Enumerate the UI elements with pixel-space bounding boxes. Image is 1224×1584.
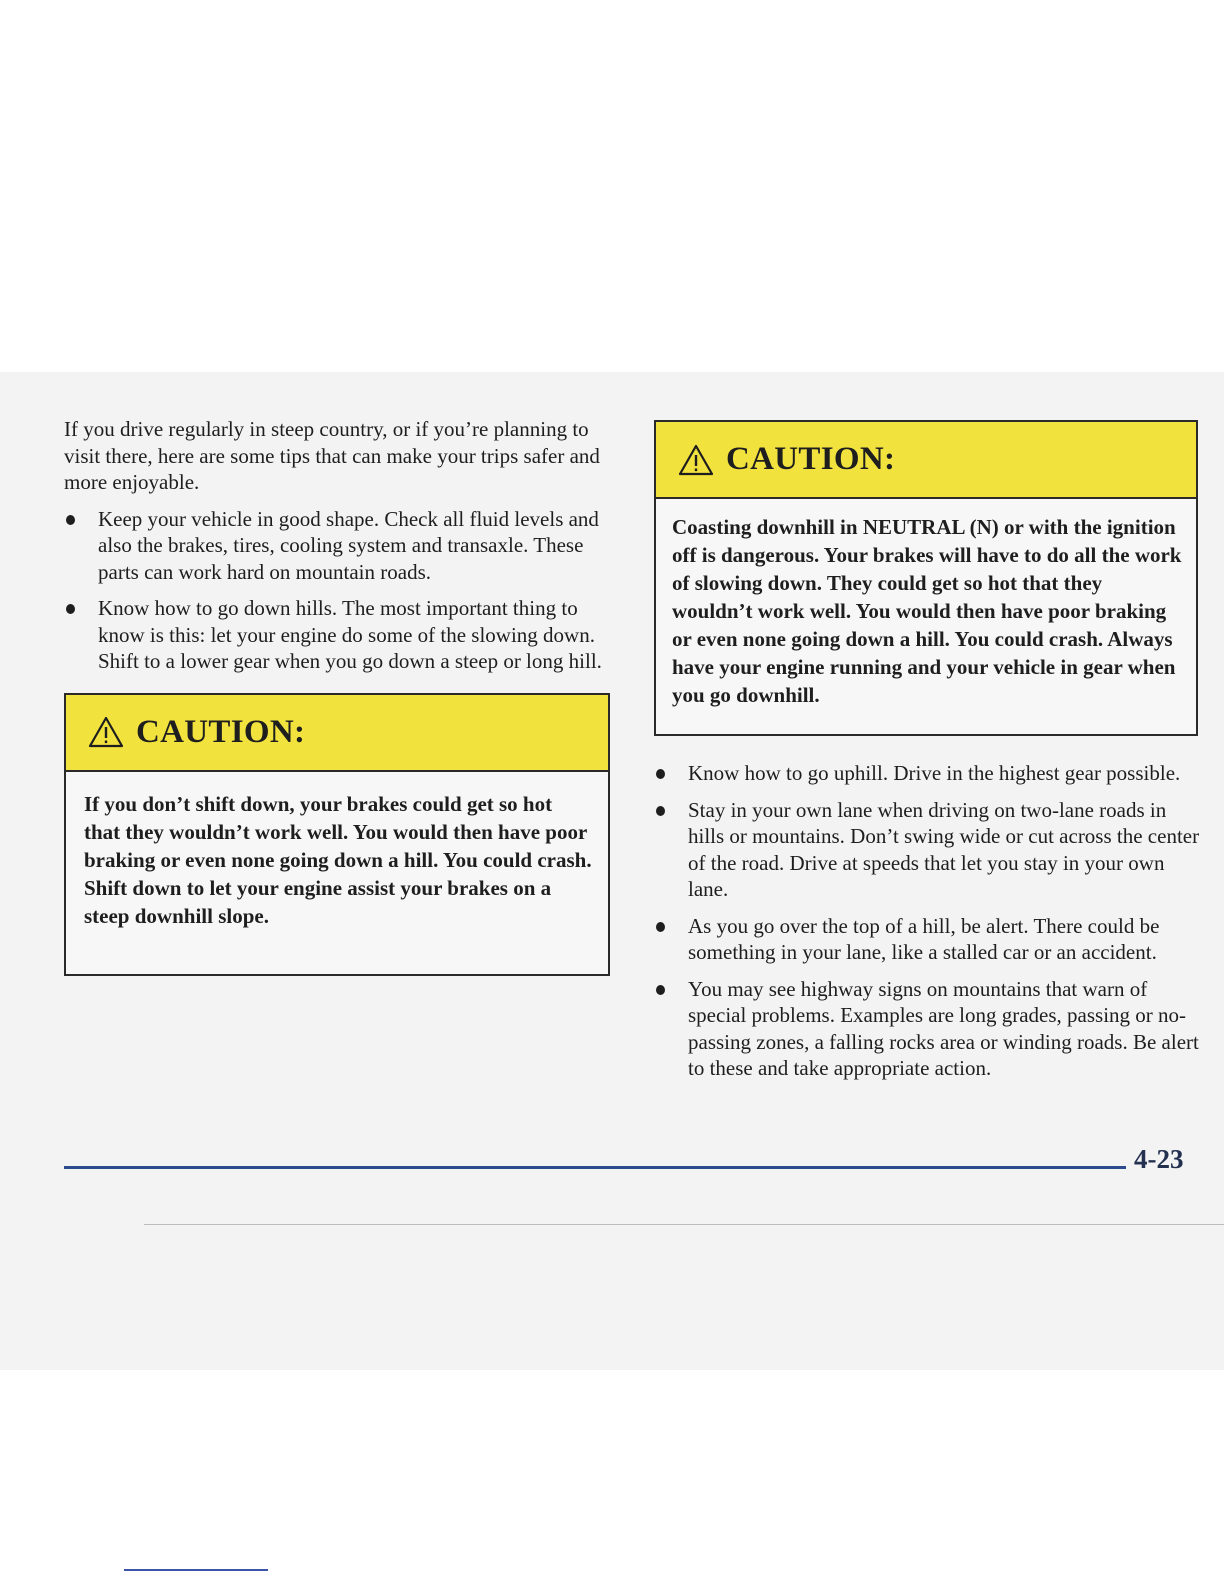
bullet-icon: [656, 769, 665, 779]
caution-body: Coasting downhill in NEUTRAL (N) or with the ignition off is dangerous. Your brakes will have to do all the work of slowing down. They could get so hot that they wouldn’t work well. You would then have poor braking or even none going down a hill. You could crash. Always have your engine running and your vehicle in gear when you go downhill.: [672, 515, 1182, 707]
caution-title: CAUTION:: [136, 713, 306, 750]
caution-title: CAUTION:: [726, 441, 896, 477]
warning-triangle-icon: [88, 716, 124, 748]
list-item: [654, 797, 1200, 903]
list-item-text: Know how to go down hills. The most important thing to know is this: let your engine do some of the slowing down. Shift to a lower gear when you go down a steep or long hill.: [98, 596, 602, 673]
list-item: [64, 595, 614, 675]
footer-rule: [64, 1166, 1126, 1169]
page-number: 4-23: [1134, 1144, 1184, 1174]
bullet-icon: [656, 985, 665, 995]
list-item-text: Know how to go uphill. Drive in the highest gear possible.: [688, 761, 1181, 785]
caution-header: [656, 422, 1196, 499]
list-item-text: You may see highway signs on mountains that warn of special problems. Examples are long grades, passing or no-passing zones, a falling rocks area or winding roads. Be alert to these and take appropriate action.: [688, 976, 1199, 1080]
left-bullet-list: [64, 506, 614, 675]
blue-underline-mark: [124, 1569, 268, 1571]
right-bullet-list: [654, 760, 1200, 1082]
bullet-icon: [66, 604, 75, 614]
list-item: [64, 506, 614, 586]
bullet-icon: [656, 806, 665, 816]
caution-box-coasting: [654, 420, 1198, 736]
caution-header: [66, 695, 608, 772]
bullet-icon: [66, 515, 75, 525]
left-column: [64, 416, 614, 976]
list-item-text: Stay in your own lane when driving on two-lane roads in hills or mountains. Don’t swing wide or cut across the center of the road. Drive at speeds that let you stay in your own lane.: [688, 797, 1200, 901]
warning-triangle-icon: [678, 444, 714, 476]
list-item: [654, 913, 1200, 966]
list-item-text: As you go over the top of a hill, be alert. There could be something in your lane, like a stalled car or an accident.: [688, 913, 1160, 964]
list-item-text: Keep your vehicle in good shape. Check all fluid levels and also the brakes, tires, cooling system and transaxle. These parts can work hard on mountain roads.: [98, 506, 599, 584]
list-item: [654, 976, 1200, 1082]
caution-body: If you don’t shift down, your brakes could get so hot that they wouldn’t work well. You would then have poor braking or even none going down a hill. You could crash. Shift down to let your engine assist your brakes on a steep downhill slope.: [84, 791, 592, 928]
right-column: [654, 420, 1200, 1092]
bullet-icon: [656, 922, 665, 932]
list-item: [654, 760, 1200, 787]
intro-paragraph: If you drive regularly in steep country, or if you’re planning to visit there, here are some tips that can make your trips safer and more enjoyable.: [64, 417, 600, 494]
bottom-divider: [144, 1224, 1224, 1225]
caution-box-shift-down: [64, 693, 610, 976]
